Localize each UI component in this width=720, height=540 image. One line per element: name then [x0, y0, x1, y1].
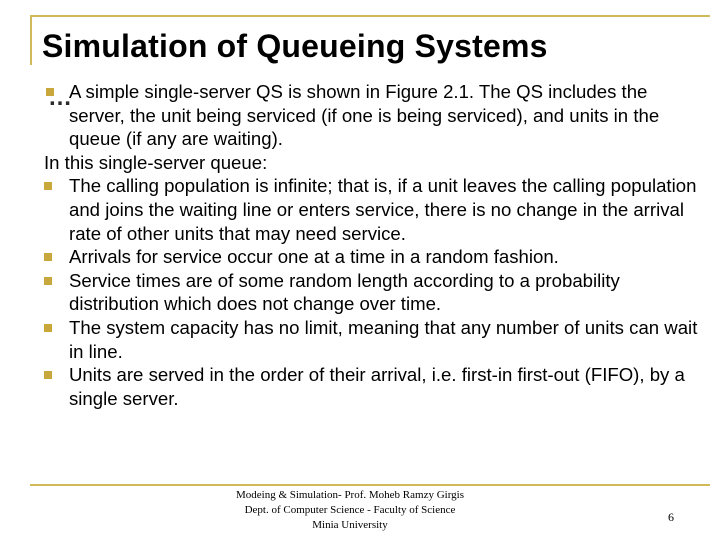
lead-line: In this single-server queue:	[44, 151, 268, 173]
footer-rule	[30, 484, 710, 486]
list-item	[44, 174, 706, 245]
list-item	[44, 269, 706, 316]
intro-text: A simple single-server QS is shown in Figure 2.1. The QS includes the server, the unit being serviced (if one is being serviced), and units in the queue (if any are waiting).	[69, 81, 660, 150]
ellipsis-icon: …	[48, 84, 72, 111]
bullet-icon	[44, 253, 52, 261]
slide-title: Simulation of Queueing Systems	[42, 28, 548, 64]
intro-paragraph	[44, 80, 706, 151]
bullet-icon	[44, 277, 52, 285]
footer-line: Minia University	[312, 519, 388, 531]
footer-credits	[200, 488, 500, 533]
list-item-text: Units are served in the order of their arrival, i.e. first-in first-out (FIFO), by a single server.	[69, 364, 685, 409]
slide-body	[44, 80, 706, 410]
footer-line: Modeing & Simulation- Prof. Moheb Ramzy Girgis	[235, 489, 465, 501]
list-item	[44, 245, 706, 269]
list-item-text: Service times are of some random length according to a probability distribution which does not change over time.	[69, 269, 620, 315]
list-item-text: The calling population is infinite; that is, if a unit leaves the calling population and joins the waiting line or enters service, there is no change in the arrival rate of other units that may need service.	[69, 175, 697, 244]
list-item	[44, 316, 706, 363]
list-item-text: The system capacity has no limit, meaning that any number of units can wait in line.	[69, 316, 698, 362]
title-rule-vertical	[30, 15, 32, 65]
title-rule-horizontal	[30, 15, 710, 17]
bullet-icon	[44, 182, 52, 190]
page-number: 6	[668, 510, 674, 524]
list-item	[44, 363, 706, 410]
footer-line: Dept. of Computer Science - Faculty of Science	[244, 504, 456, 516]
list-item-text: Arrivals for service occur one at a time in a random fashion.	[69, 246, 559, 268]
bullet-icon	[44, 371, 52, 379]
bullet-icon	[44, 324, 52, 332]
